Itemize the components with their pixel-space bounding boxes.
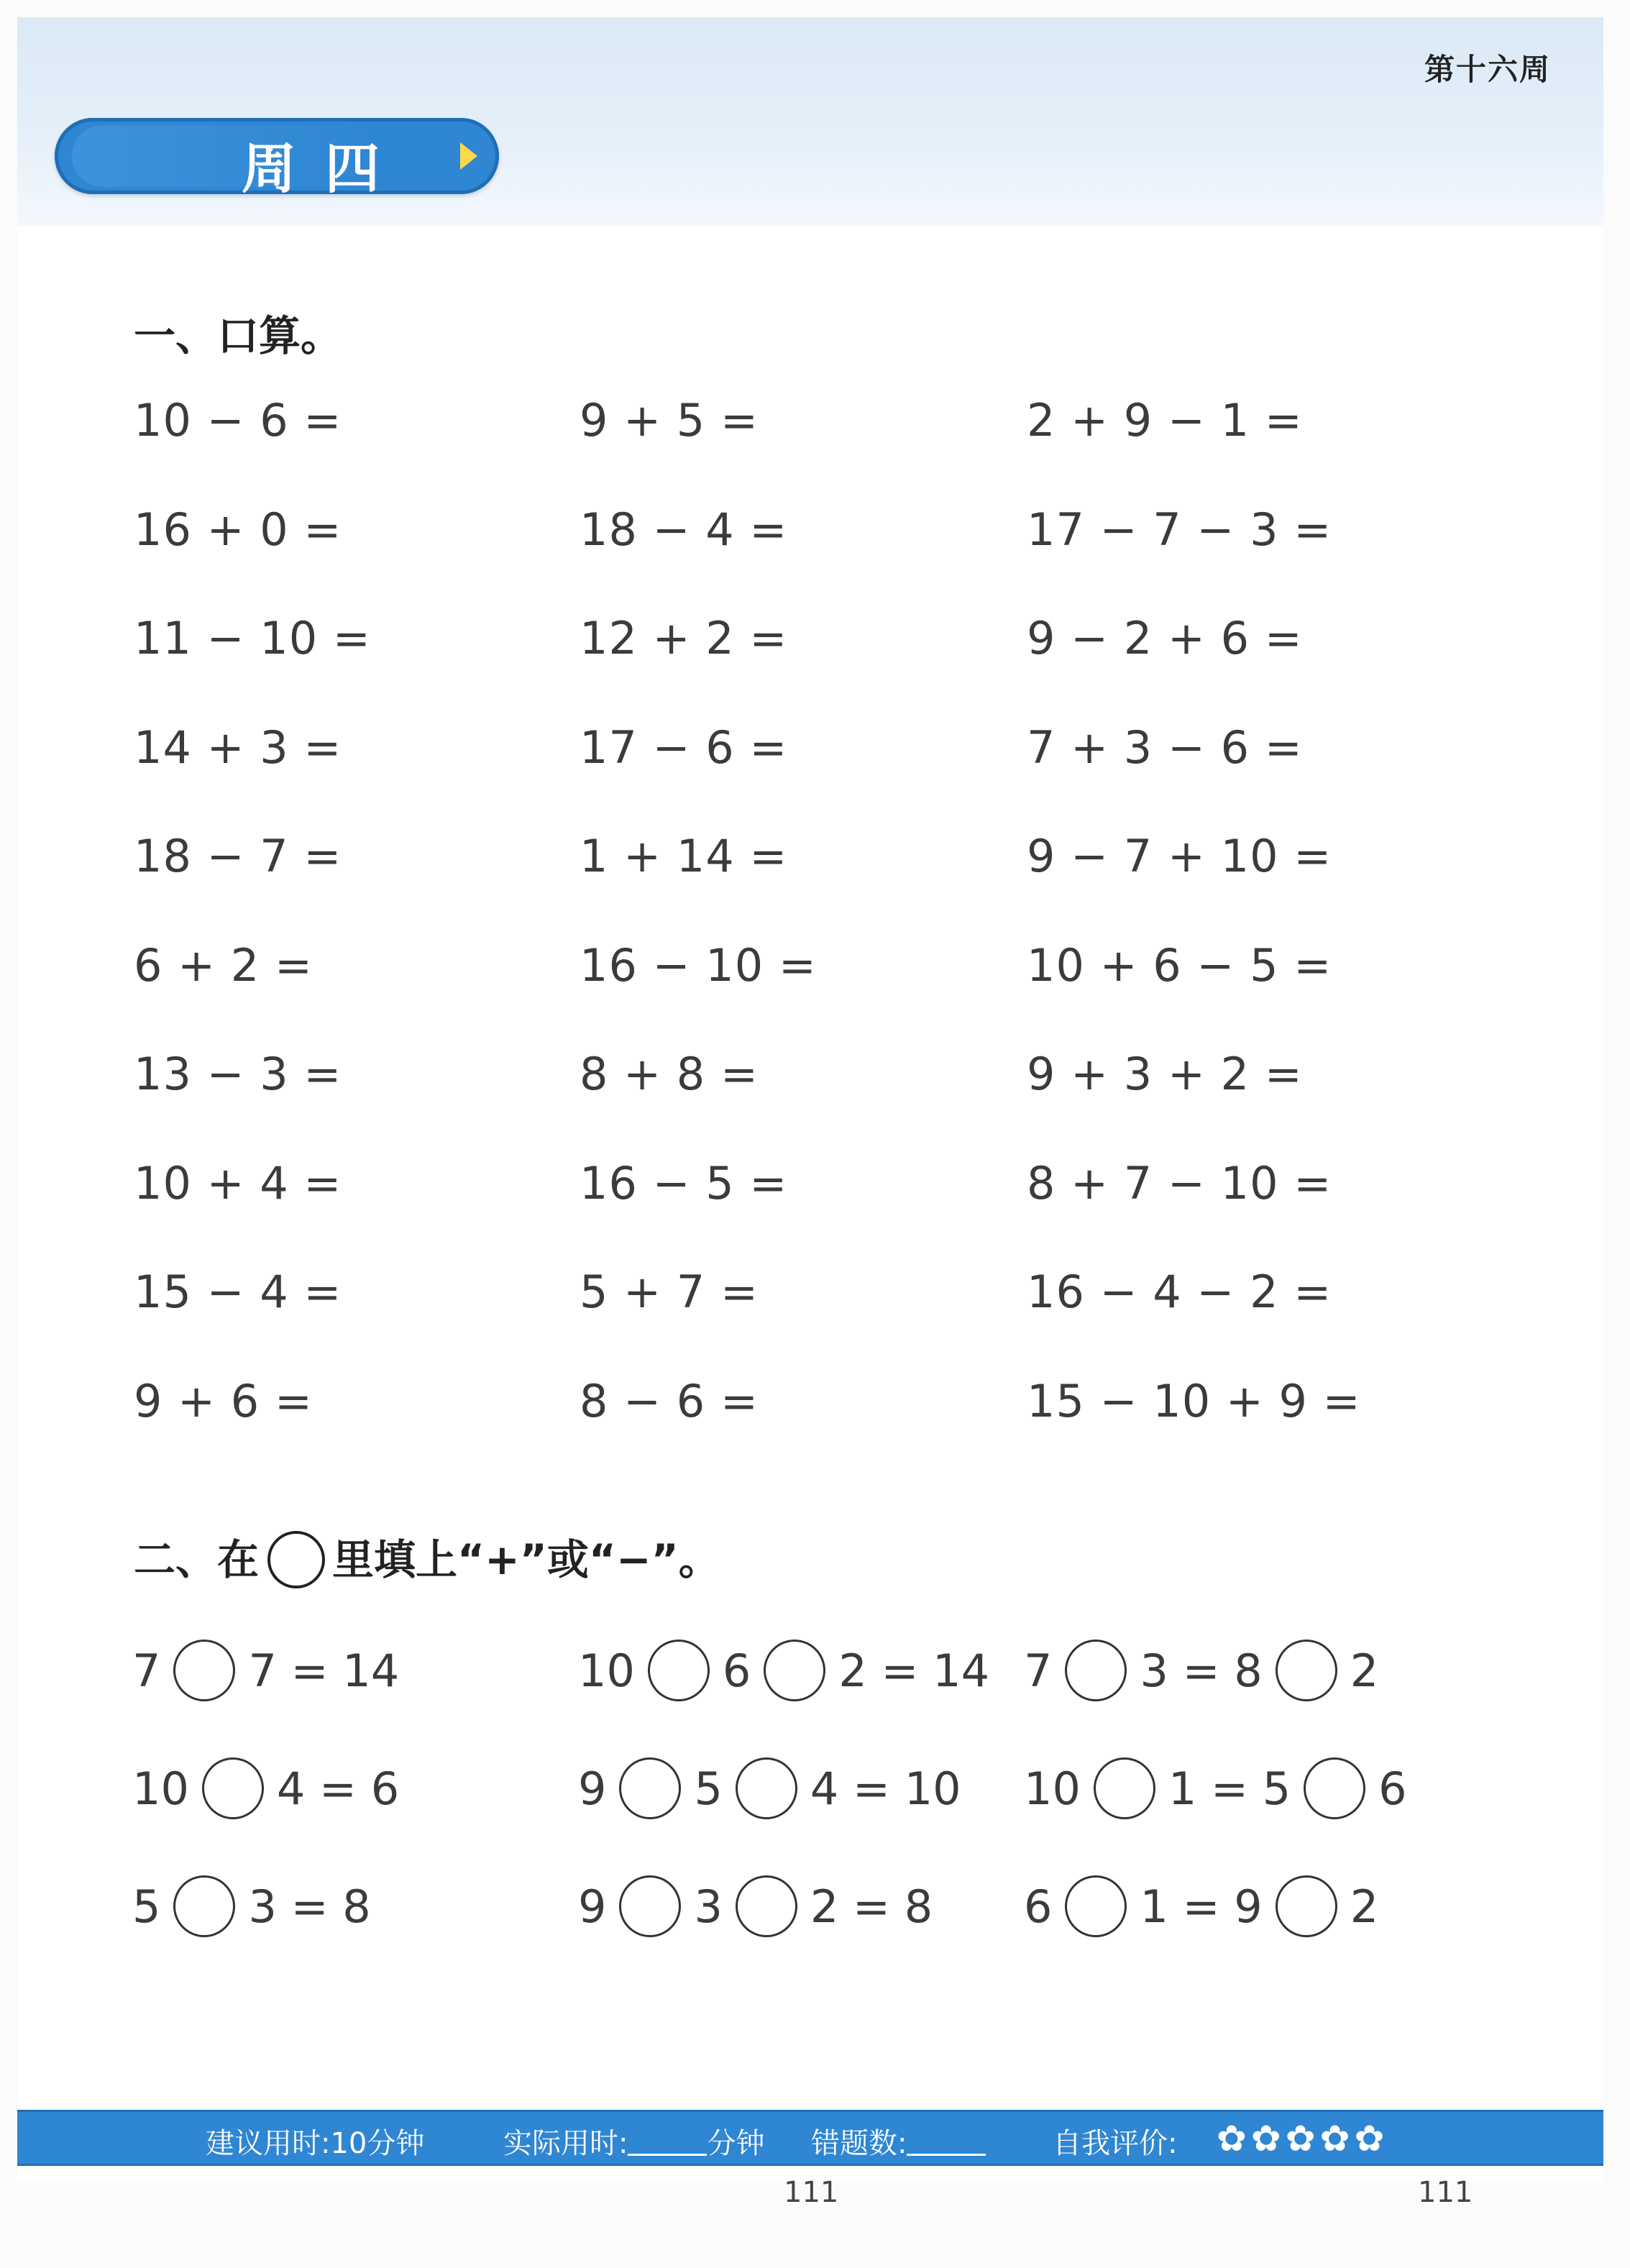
arithmetic-problem: 18 − 7 = [134,830,342,882]
expression-part: 2 = 8 [810,1880,933,1933]
arithmetic-problem: 16 − 4 − 2 = [1027,1266,1332,1318]
error-count: 错题数: [811,2121,986,2162]
arithmetic-problem: 9 + 3 + 2 = [1027,1048,1303,1100]
operator-blank-circle[interactable] [1065,1875,1127,1937]
arithmetic-problem: 8 + 7 − 10 = [1027,1156,1332,1210]
arithmetic-problem: 9 + 5 = [580,394,759,447]
section-2-title: 二、在 里填上“+”或“−”。 [134,1526,720,1588]
arithmetic-problem: 17 − 6 = [580,721,788,774]
expression-part: 10 [132,1762,189,1815]
expression-part: 6 [1024,1880,1053,1933]
expression-part: 3 = 8 [248,1880,371,1933]
operator-blank-circle[interactable] [173,1875,235,1937]
arrow-right-icon [460,142,477,170]
expression-part: 6 [722,1644,751,1697]
expression-part: 3 = 8 [1140,1644,1263,1697]
expression-part: 9 [578,1762,607,1815]
arithmetic-problem: 10 + 6 − 5 = [1027,938,1332,992]
circle-icon [267,1531,325,1588]
expression-part: 1 = 9 [1140,1880,1263,1933]
actual-time: 实际用时: 分钟 [503,2127,765,2160]
operator-blank-circle[interactable] [764,1640,825,1701]
expression-part: 7 [1024,1644,1053,1697]
arithmetic-problem: 2 + 9 − 1 = [1027,394,1303,447]
operator-blank-circle[interactable] [619,1757,681,1819]
arithmetic-problem: 1 + 14 = [580,830,788,882]
operator-blank-circle[interactable] [1276,1640,1337,1701]
operator-blank-circle[interactable] [736,1875,797,1937]
day-title: 周四 [242,137,408,201]
fill-operator-problem [1024,1640,1378,1701]
page-number: 111 [784,2176,839,2209]
week-label: 第十六周 [1424,52,1551,87]
arithmetic-problem: 14 + 3 = [134,721,342,774]
expression-part: 10 [1024,1762,1081,1815]
expression-part: 4 = 10 [810,1762,961,1815]
operator-blank-circle[interactable] [1094,1757,1155,1819]
expression-part: 5 [132,1880,161,1933]
arithmetic-problem: 9 + 6 = [134,1374,313,1427]
actual-time-blank[interactable] [628,2132,707,2156]
arithmetic-problem: 16 − 10 = [580,938,817,992]
arithmetic-problem: 16 − 5 = [580,1156,788,1210]
expression-part: 6 [1378,1762,1407,1815]
fill-operator-problem [578,1875,933,1937]
footer-bar [17,2110,1603,2166]
arithmetic-problem: 9 − 2 + 6 = [1027,612,1303,664]
expression-part: 2 [1350,1644,1379,1697]
fill-operator-problem [1024,1757,1407,1819]
arithmetic-problem: 10 + 4 = [134,1156,342,1210]
arithmetic-problem: 6 + 2 = [134,938,313,992]
arithmetic-problem: 18 − 4 = [580,503,788,556]
suggested-time: 建议用时:10分钟 [206,2127,425,2160]
arithmetic-problem: 15 − 4 = [134,1266,342,1318]
arithmetic-problem: 8 + 8 = [580,1048,759,1100]
arithmetic-problem: 10 − 6 = [134,394,342,447]
fill-operator-problem [132,1875,371,1937]
operator-blank-circle[interactable] [619,1875,681,1937]
expression-part: 5 [694,1762,723,1815]
arithmetic-problem: 12 + 2 = [580,612,788,664]
arithmetic-problem: 7 + 3 − 6 = [1027,721,1303,774]
fill-operator-problem [1024,1875,1378,1937]
operator-blank-circle[interactable] [648,1640,710,1701]
arithmetic-problem: 8 − 6 = [580,1374,759,1427]
expression-part: 4 = 6 [276,1762,400,1815]
fill-operator-problem [132,1640,399,1701]
fill-operator-problem [578,1640,989,1701]
arithmetic-problem: 13 − 3 = [134,1048,342,1100]
operator-blank-circle[interactable] [1276,1875,1337,1937]
expression-part: 2 [1350,1880,1379,1933]
fill-operator-problem [132,1757,399,1819]
self-evaluation-label: 自我评价: [1053,2127,1178,2160]
operator-blank-circle[interactable] [1304,1757,1365,1819]
operator-blank-circle[interactable] [173,1640,235,1701]
day-tab [55,118,499,201]
arithmetic-problem: 16 + 0 = [134,503,342,556]
expression-part: 10 [578,1644,635,1697]
section-1-title: 一、口算。 [134,311,343,360]
operator-blank-circle[interactable] [1065,1640,1127,1701]
expression-part: 7 [132,1644,161,1697]
expression-part: 1 = 5 [1168,1762,1291,1815]
arithmetic-problem: 11 − 10 = [134,612,371,664]
arithmetic-problem: 5 + 7 = [580,1266,759,1318]
expression-part: 3 [694,1880,723,1933]
operator-blank-circle[interactable] [736,1757,797,1819]
expression-part: 2 = 14 [838,1644,990,1697]
arithmetic-problem: 15 − 10 + 9 = [1027,1374,1361,1427]
expression-part: 9 [578,1880,607,1933]
arithmetic-problem: 17 − 7 − 3 = [1027,503,1332,556]
self-evaluation-stars[interactable]: ✿✿✿✿✿ [1217,2118,1389,2159]
expression-part: 7 = 14 [248,1644,400,1697]
fill-operator-problem [578,1757,961,1819]
page-number-right: 111 [1418,2176,1473,2209]
arithmetic-problem: 9 − 7 + 10 = [1027,830,1332,882]
error-count-blank[interactable] [907,2132,986,2156]
operator-blank-circle[interactable] [202,1757,264,1819]
